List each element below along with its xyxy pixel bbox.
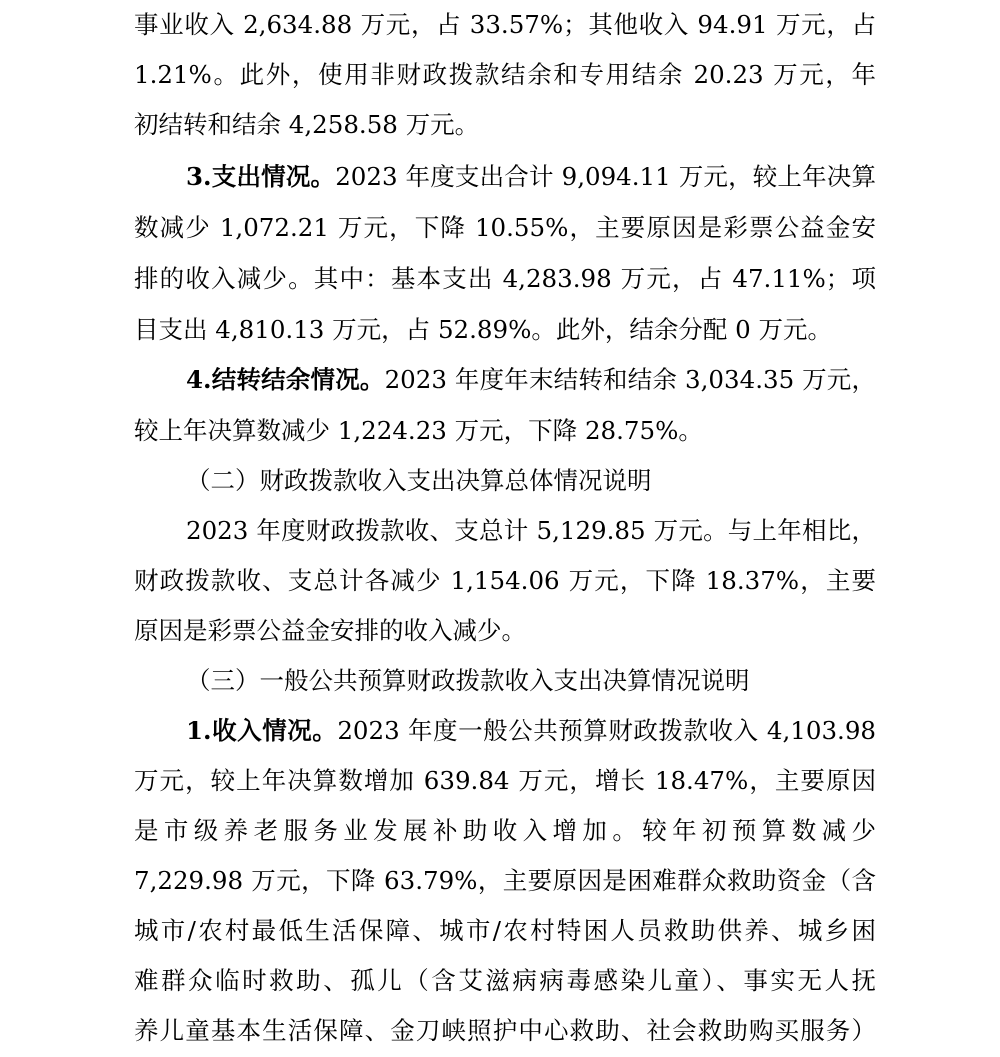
line-text: 1.21%。此外，使用非财政拨款结余和专用结余 20.23 万元，年: [134, 60, 876, 89]
section-heading: 1.收入情况。: [186, 716, 338, 745]
paragraph-line: [134, 964, 876, 998]
line-text: （二）财政拨款收入支出决算总体情况说明: [186, 466, 652, 495]
line-text: 7,229.98 万元，下降 63.79%，主要原因是困难群众救助资金（含: [134, 866, 876, 895]
paragraph-line: [134, 814, 876, 848]
subsection-title: [186, 664, 876, 698]
line-text: 财政拨款收、支总计各减少 1,154.06 万元，下降 18.37%，主要: [134, 566, 876, 595]
paragraph-line: [186, 363, 876, 397]
line-text: 难群众临时救助、孤儿（含艾滋病病毒感染儿童）、事实无人抚: [134, 966, 876, 995]
line-text: 城市/农村最低生活保障、城市/农村特困人员救助供养、城乡困: [134, 916, 876, 945]
line-text: 排的收入减少。其中：基本支出 4,283.98 万元，占 47.11%；项: [134, 264, 876, 293]
line-text: 目支出 4,810.13 万元，占 52.89%。此外，结余分配 0 万元。: [134, 315, 833, 344]
paragraph-line: [134, 764, 876, 798]
line-text: 初结转和结余 4,258.58 万元。: [134, 110, 480, 139]
paragraph-line: [186, 160, 876, 194]
subsection-title: [186, 464, 876, 498]
line-text: 原因是彩票公益金安排的收入减少。: [134, 616, 526, 645]
line-text: 是市级养老服务业发展补助收入增加。较年初预算数减少: [134, 816, 876, 845]
line-text: 较上年决算数减少 1,224.23 万元，下降 28.75%。: [134, 416, 703, 445]
line-text: 养儿童基本生活保障、金刀峡照护中心救助、社会救助购买服务）: [134, 1016, 876, 1045]
paragraph-line: [134, 914, 876, 948]
paragraph-line: [134, 864, 876, 898]
paragraph-line: [134, 1014, 876, 1048]
line-text: 万元，较上年决算数增加 639.84 万元，增长 18.47%，主要原因: [134, 766, 876, 795]
section-heading: 3.支出情况。: [186, 162, 336, 191]
line-text: 事业收入 2,634.88 万元，占 33.57%；其他收入 94.91 万元，占: [134, 10, 876, 39]
paragraph-line: [134, 614, 876, 648]
line-text: （三）一般公共预算财政拨款收入支出决算情况说明: [186, 666, 750, 695]
line-text: 2023 年度年末结转和结余 3,034.35 万元，: [384, 365, 876, 394]
paragraph-line: [186, 514, 876, 548]
paragraph-line: [134, 58, 876, 92]
paragraph-line: [134, 108, 876, 142]
paragraph-line: [186, 714, 876, 748]
line-text: 2023 年度支出合计 9,094.11 万元，较上年决算: [335, 162, 876, 191]
paragraph-line: [134, 8, 876, 42]
line-text: 2023 年度财政拨款收、支总计 5,129.85 万元。与上年相比，: [186, 516, 876, 545]
line-text: 2023 年度一般公共预算财政拨款收入 4,103.98: [337, 716, 877, 745]
paragraph-line: [134, 211, 876, 245]
section-heading: 4.结转结余情况。: [186, 365, 385, 394]
paragraph-line: [134, 414, 876, 448]
paragraph-line: [134, 262, 876, 296]
paragraph-line: [134, 313, 876, 347]
paragraph-line: [134, 564, 876, 598]
line-text: 数减少 1,072.21 万元，下降 10.55%，主要原因是彩票公益金安: [134, 213, 876, 242]
